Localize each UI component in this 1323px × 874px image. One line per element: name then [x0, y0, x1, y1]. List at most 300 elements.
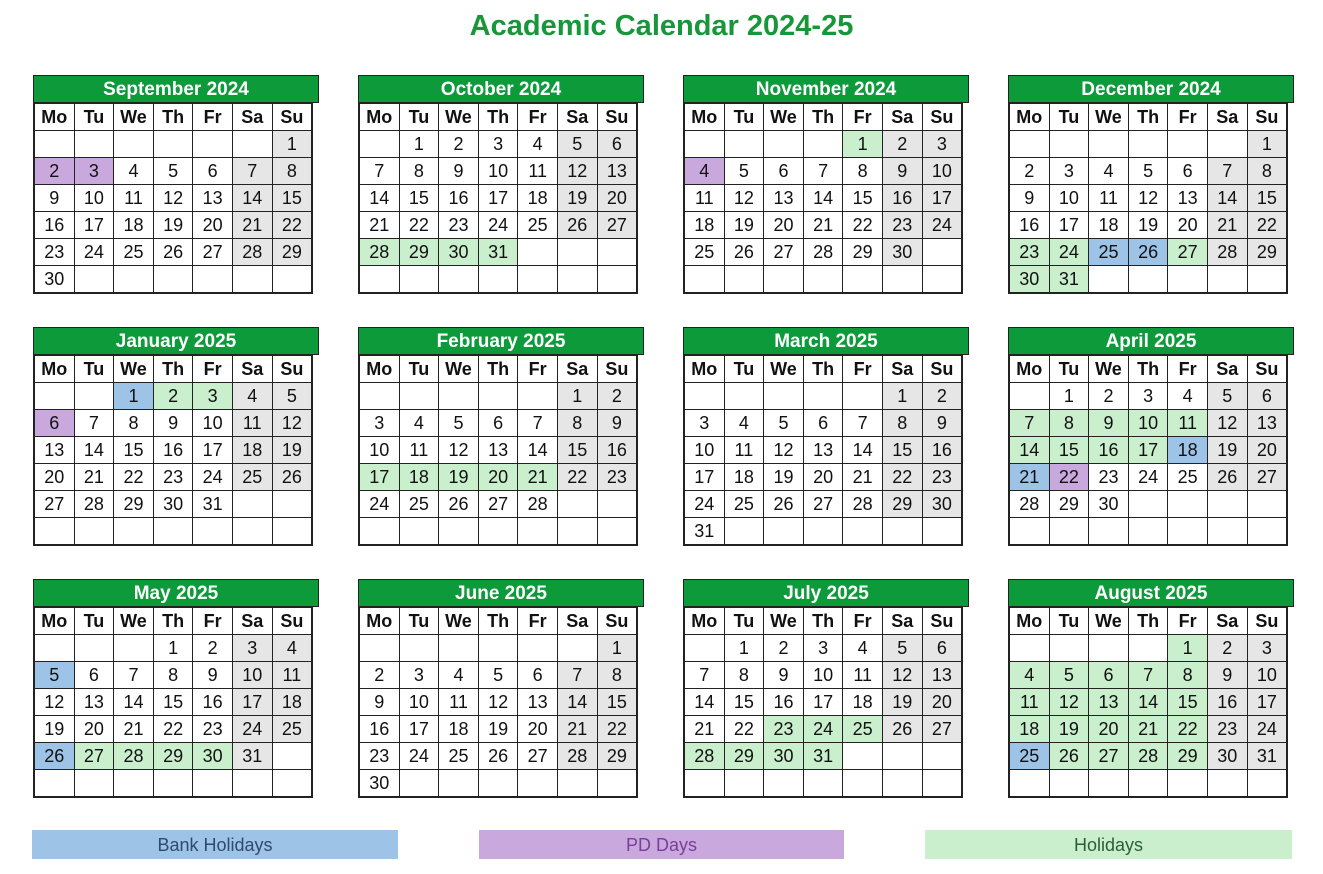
empty-cell: [478, 518, 518, 546]
day-cell: 25: [439, 743, 479, 770]
day-cell: 25: [272, 716, 312, 743]
weekday-label: We: [114, 607, 154, 635]
month-table: [358, 354, 638, 546]
week-row: [34, 239, 312, 266]
weekday-header-row: [359, 355, 637, 383]
day-cell: 27: [922, 716, 962, 743]
day-cell: 27: [1168, 239, 1208, 266]
weekday-label: Tu: [724, 355, 764, 383]
weekday-label: Fr: [518, 355, 558, 383]
day-cell: 16: [193, 689, 233, 716]
empty-cell: [1247, 491, 1287, 518]
day-cell: 3: [684, 410, 724, 437]
day-cell: 26: [724, 239, 764, 266]
day-cell: 13: [518, 689, 558, 716]
month-block: [1008, 327, 1294, 553]
day-cell: 23: [34, 239, 74, 266]
day-cell: 29: [272, 239, 312, 266]
day-cell: 29: [399, 239, 439, 266]
day-cell: 2: [882, 131, 922, 158]
weekday-header-row: [684, 607, 962, 635]
empty-cell: [518, 239, 558, 266]
day-cell: 1: [399, 131, 439, 158]
empty-cell: [153, 266, 193, 294]
day-cell: 27: [1089, 743, 1129, 770]
day-cell: 7: [557, 662, 597, 689]
legend-bank-holidays: Bank Holidays: [32, 830, 398, 859]
empty-cell: [1207, 491, 1247, 518]
day-cell: 10: [478, 158, 518, 185]
empty-cell: [684, 635, 724, 662]
day-cell: 6: [803, 410, 843, 437]
week-row: [34, 158, 312, 185]
day-cell: 9: [922, 410, 962, 437]
day-cell: 21: [518, 464, 558, 491]
weekday-label: Th: [153, 355, 193, 383]
empty-cell: [1168, 131, 1208, 158]
day-cell: 3: [803, 635, 843, 662]
day-cell: 23: [1089, 464, 1129, 491]
week-row: [1009, 212, 1287, 239]
week-row: [684, 437, 962, 464]
day-cell: 4: [114, 158, 154, 185]
day-cell: 7: [1207, 158, 1247, 185]
day-cell: 12: [1207, 410, 1247, 437]
empty-cell: [764, 383, 804, 410]
weekday-header-row: [1009, 355, 1287, 383]
day-cell: 26: [764, 491, 804, 518]
empty-cell: [803, 383, 843, 410]
day-cell: 24: [399, 743, 439, 770]
week-row: [1009, 239, 1287, 266]
empty-cell: [724, 770, 764, 798]
week-row: [1009, 743, 1287, 770]
day-cell: 25: [1089, 239, 1129, 266]
day-cell: 6: [922, 635, 962, 662]
week-row: [359, 464, 637, 491]
empty-cell: [478, 266, 518, 294]
day-cell: 12: [272, 410, 312, 437]
week-row: [1009, 410, 1287, 437]
week-row: [359, 239, 637, 266]
day-cell: 7: [114, 662, 154, 689]
day-cell: 18: [684, 212, 724, 239]
weekday-label: Sa: [232, 355, 272, 383]
week-row: [1009, 158, 1287, 185]
day-cell: 28: [232, 239, 272, 266]
day-cell: 12: [1049, 689, 1089, 716]
month-block: [1008, 75, 1294, 301]
day-cell: 8: [153, 662, 193, 689]
week-row: [34, 383, 312, 410]
day-cell: 6: [1247, 383, 1287, 410]
day-cell: 8: [843, 158, 883, 185]
weekday-label: Fr: [518, 607, 558, 635]
day-cell: 8: [724, 662, 764, 689]
day-cell: 6: [478, 410, 518, 437]
empty-cell: [1128, 518, 1168, 546]
empty-cell: [359, 266, 399, 294]
empty-cell: [1168, 266, 1208, 294]
day-cell: 15: [272, 185, 312, 212]
week-row: [359, 635, 637, 662]
week-row: [359, 689, 637, 716]
weekday-header-row: [684, 103, 962, 131]
day-cell: 16: [1009, 212, 1049, 239]
empty-cell: [232, 518, 272, 546]
day-cell: 27: [193, 239, 233, 266]
day-cell: 18: [1089, 212, 1129, 239]
weekday-label: Sa: [232, 103, 272, 131]
day-cell: 21: [1207, 212, 1247, 239]
day-cell: 19: [557, 185, 597, 212]
day-cell: 12: [882, 662, 922, 689]
day-cell: 27: [518, 743, 558, 770]
weekday-label: Fr: [843, 607, 883, 635]
day-cell: 31: [803, 743, 843, 770]
empty-cell: [1049, 518, 1089, 546]
empty-cell: [193, 518, 233, 546]
day-cell: 3: [399, 662, 439, 689]
week-row: [34, 662, 312, 689]
week-row: [34, 266, 312, 294]
weekday-label: Tu: [74, 607, 114, 635]
day-cell: 4: [399, 410, 439, 437]
day-cell: 9: [1009, 185, 1049, 212]
day-cell: 30: [439, 239, 479, 266]
day-cell: 28: [684, 743, 724, 770]
day-cell: 12: [1128, 185, 1168, 212]
weekday-label: Th: [153, 607, 193, 635]
day-cell: 7: [518, 410, 558, 437]
weekday-label: Th: [153, 103, 193, 131]
empty-cell: [557, 770, 597, 798]
empty-cell: [272, 491, 312, 518]
day-cell: 9: [1207, 662, 1247, 689]
day-cell: 18: [1168, 437, 1208, 464]
day-cell: 23: [359, 743, 399, 770]
day-cell: 28: [557, 743, 597, 770]
week-row: [34, 518, 312, 546]
day-cell: 10: [232, 662, 272, 689]
weekday-label: Fr: [193, 103, 233, 131]
day-cell: 24: [478, 212, 518, 239]
day-cell: 9: [153, 410, 193, 437]
empty-cell: [764, 770, 804, 798]
week-row: [684, 770, 962, 798]
day-cell: 14: [518, 437, 558, 464]
day-cell: 4: [518, 131, 558, 158]
day-cell: 11: [272, 662, 312, 689]
weekday-label: Th: [478, 103, 518, 131]
empty-cell: [1049, 770, 1089, 798]
week-row: [359, 266, 637, 294]
day-cell: 22: [1168, 716, 1208, 743]
empty-cell: [724, 383, 764, 410]
week-row: [34, 491, 312, 518]
day-cell: 8: [1247, 158, 1287, 185]
day-cell: 22: [114, 464, 154, 491]
day-cell: 21: [1009, 464, 1049, 491]
empty-cell: [359, 635, 399, 662]
day-cell: 17: [1049, 212, 1089, 239]
day-cell: 17: [399, 716, 439, 743]
day-cell: 23: [1009, 239, 1049, 266]
day-cell: 9: [1089, 410, 1129, 437]
week-row: [359, 131, 637, 158]
week-row: [359, 158, 637, 185]
month-title: July 2025: [683, 579, 969, 607]
weekday-label: Th: [1128, 103, 1168, 131]
empty-cell: [1128, 770, 1168, 798]
empty-cell: [232, 266, 272, 294]
month-title: September 2024: [33, 75, 319, 103]
day-cell: 18: [1009, 716, 1049, 743]
day-cell: 30: [764, 743, 804, 770]
day-cell: 2: [1207, 635, 1247, 662]
month-table: [33, 102, 313, 294]
day-cell: 4: [272, 635, 312, 662]
empty-cell: [272, 518, 312, 546]
weekday-label: We: [1089, 103, 1129, 131]
day-cell: 11: [684, 185, 724, 212]
weekday-label: We: [439, 355, 479, 383]
empty-cell: [74, 266, 114, 294]
empty-cell: [803, 518, 843, 546]
day-cell: 30: [1009, 266, 1049, 294]
day-cell: 27: [1247, 464, 1287, 491]
day-cell: 5: [34, 662, 74, 689]
day-cell: 2: [597, 383, 637, 410]
day-cell: 13: [1168, 185, 1208, 212]
week-row: [684, 239, 962, 266]
weekday-label: We: [114, 103, 154, 131]
empty-cell: [1089, 635, 1129, 662]
week-row: [34, 185, 312, 212]
week-row: [34, 689, 312, 716]
empty-cell: [232, 770, 272, 798]
empty-cell: [724, 518, 764, 546]
day-cell: 25: [684, 239, 724, 266]
day-cell: 28: [74, 491, 114, 518]
day-cell: 9: [359, 689, 399, 716]
empty-cell: [439, 383, 479, 410]
weekday-label: Th: [1128, 355, 1168, 383]
day-cell: 16: [153, 437, 193, 464]
day-cell: 23: [764, 716, 804, 743]
day-cell: 29: [114, 491, 154, 518]
day-cell: 17: [1247, 689, 1287, 716]
day-cell: 10: [359, 437, 399, 464]
weekday-label: We: [114, 355, 154, 383]
day-cell: 3: [922, 131, 962, 158]
day-cell: 8: [1168, 662, 1208, 689]
empty-cell: [272, 743, 312, 770]
day-cell: 2: [922, 383, 962, 410]
empty-cell: [597, 770, 637, 798]
day-cell: 1: [843, 131, 883, 158]
weekday-label: Tu: [399, 355, 439, 383]
weekday-header-row: [34, 355, 312, 383]
week-row: [359, 491, 637, 518]
month-title: December 2024: [1008, 75, 1294, 103]
day-cell: 19: [153, 212, 193, 239]
empty-cell: [153, 770, 193, 798]
day-cell: 20: [518, 716, 558, 743]
day-cell: 18: [114, 212, 154, 239]
day-cell: 28: [114, 743, 154, 770]
day-cell: 25: [1168, 464, 1208, 491]
day-cell: 15: [153, 689, 193, 716]
day-cell: 23: [153, 464, 193, 491]
day-cell: 9: [193, 662, 233, 689]
day-cell: 20: [193, 212, 233, 239]
weekday-label: Sa: [232, 607, 272, 635]
empty-cell: [34, 383, 74, 410]
day-cell: 20: [597, 185, 637, 212]
week-row: [359, 716, 637, 743]
weekday-label: Mo: [34, 103, 74, 131]
day-cell: 14: [1207, 185, 1247, 212]
month-block: [33, 75, 319, 301]
week-row: [359, 212, 637, 239]
day-cell: 1: [1247, 131, 1287, 158]
month-block: [683, 75, 969, 301]
week-row: [684, 212, 962, 239]
day-cell: 4: [1009, 662, 1049, 689]
day-cell: 11: [1009, 689, 1049, 716]
day-cell: 16: [597, 437, 637, 464]
day-cell: 30: [153, 491, 193, 518]
day-cell: 5: [1128, 158, 1168, 185]
weekday-label: Tu: [724, 103, 764, 131]
day-cell: 27: [34, 491, 74, 518]
day-cell: 24: [1247, 716, 1287, 743]
day-cell: 27: [803, 491, 843, 518]
day-cell: 5: [272, 383, 312, 410]
empty-cell: [153, 131, 193, 158]
week-row: [359, 410, 637, 437]
day-cell: 12: [724, 185, 764, 212]
month-title: June 2025: [358, 579, 644, 607]
day-cell: 10: [399, 689, 439, 716]
day-cell: 12: [478, 689, 518, 716]
day-cell: 15: [843, 185, 883, 212]
day-cell: 16: [439, 185, 479, 212]
day-cell: 23: [882, 212, 922, 239]
week-row: [1009, 716, 1287, 743]
day-cell: 29: [1247, 239, 1287, 266]
day-cell: 25: [1009, 743, 1049, 770]
empty-cell: [764, 131, 804, 158]
day-cell: 1: [114, 383, 154, 410]
day-cell: 14: [1128, 689, 1168, 716]
weekday-label: Sa: [557, 355, 597, 383]
day-cell: 5: [724, 158, 764, 185]
day-cell: 27: [478, 491, 518, 518]
empty-cell: [764, 518, 804, 546]
empty-cell: [114, 770, 154, 798]
weekday-label: Th: [803, 103, 843, 131]
month-block: [33, 327, 319, 553]
day-cell: 10: [1247, 662, 1287, 689]
month-table: [1008, 102, 1288, 294]
day-cell: 21: [114, 716, 154, 743]
day-cell: 17: [478, 185, 518, 212]
week-row: [359, 185, 637, 212]
empty-cell: [922, 770, 962, 798]
empty-cell: [74, 383, 114, 410]
day-cell: 2: [1009, 158, 1049, 185]
empty-cell: [518, 518, 558, 546]
day-cell: 26: [1049, 743, 1089, 770]
day-cell: 6: [193, 158, 233, 185]
day-cell: 1: [272, 131, 312, 158]
week-row: [34, 212, 312, 239]
empty-cell: [557, 635, 597, 662]
day-cell: 1: [557, 383, 597, 410]
day-cell: 20: [764, 212, 804, 239]
day-cell: 21: [843, 464, 883, 491]
month-block: [683, 327, 969, 553]
day-cell: 5: [478, 662, 518, 689]
empty-cell: [272, 266, 312, 294]
day-cell: 27: [74, 743, 114, 770]
week-row: [684, 410, 962, 437]
week-row: [359, 743, 637, 770]
empty-cell: [1247, 518, 1287, 546]
weekday-label: We: [1089, 607, 1129, 635]
day-cell: 23: [922, 464, 962, 491]
empty-cell: [478, 635, 518, 662]
week-row: [1009, 131, 1287, 158]
empty-cell: [478, 383, 518, 410]
weekday-label: Fr: [843, 355, 883, 383]
day-cell: 7: [843, 410, 883, 437]
day-cell: 23: [1207, 716, 1247, 743]
week-row: [684, 464, 962, 491]
weekday-label: Fr: [1168, 607, 1208, 635]
day-cell: 31: [1049, 266, 1089, 294]
empty-cell: [843, 743, 883, 770]
day-cell: 11: [843, 662, 883, 689]
day-cell: 10: [684, 437, 724, 464]
empty-cell: [74, 518, 114, 546]
week-row: [34, 437, 312, 464]
month-block: [358, 579, 644, 805]
day-cell: 10: [803, 662, 843, 689]
weekday-header-row: [359, 607, 637, 635]
week-row: [684, 185, 962, 212]
week-row: [1009, 491, 1287, 518]
day-cell: 15: [724, 689, 764, 716]
day-cell: 4: [684, 158, 724, 185]
day-cell: 25: [232, 464, 272, 491]
day-cell: 3: [193, 383, 233, 410]
day-cell: 3: [478, 131, 518, 158]
day-cell: 12: [439, 437, 479, 464]
day-cell: 15: [114, 437, 154, 464]
empty-cell: [34, 770, 74, 798]
empty-cell: [232, 131, 272, 158]
empty-cell: [922, 743, 962, 770]
day-cell: 25: [114, 239, 154, 266]
day-cell: 2: [439, 131, 479, 158]
weekday-label: Su: [1247, 355, 1287, 383]
day-cell: 22: [153, 716, 193, 743]
week-row: [34, 770, 312, 798]
day-cell: 8: [399, 158, 439, 185]
